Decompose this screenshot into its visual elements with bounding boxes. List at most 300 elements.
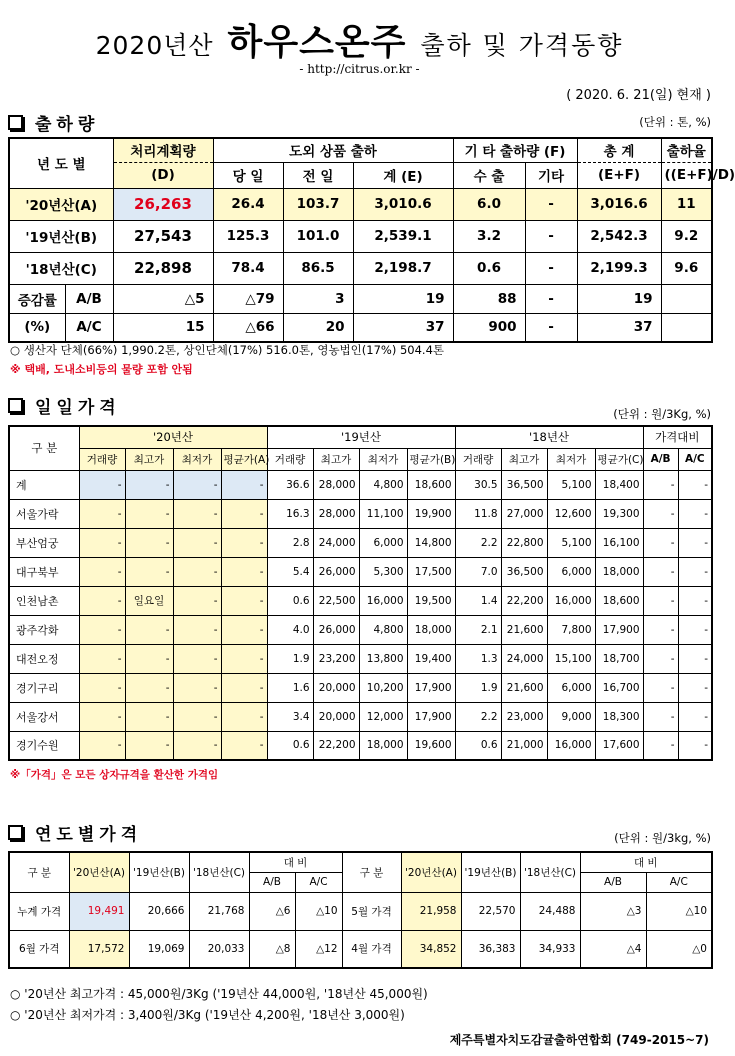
vol-b-value: 0.6 — [267, 586, 313, 615]
vol-c-value: 2.1 — [455, 615, 501, 644]
vol-c-value: 1.4 — [455, 586, 501, 615]
ab-value: - — [643, 702, 678, 731]
ab-value: - — [643, 644, 678, 673]
plan-value: △5 — [113, 284, 213, 313]
vol-c-value: 1.3 — [455, 644, 501, 673]
header-vol: 거래량 — [79, 448, 125, 470]
row-label: '18년산(C) — [9, 252, 113, 284]
etc-value: - — [525, 220, 577, 252]
row-label: 6월 가격 — [9, 930, 69, 968]
prev-value: 86.5 — [283, 252, 353, 284]
ab-value: - — [643, 586, 678, 615]
min-c-value: 9,000 — [547, 702, 595, 731]
header-total-e: 계 (E) — [353, 162, 453, 188]
max-b-value: 28,000 — [313, 470, 359, 499]
sum-value: 2,199.3 — [577, 252, 661, 284]
max-c-value: 21,600 — [501, 673, 547, 702]
delivery-note: ※ 택배, 도내소비등의 물량 포함 안됨 — [10, 363, 193, 376]
min-a-value: - — [173, 499, 221, 528]
title-main: 하우스온주 — [227, 22, 407, 63]
prev-value: 101.0 — [283, 220, 353, 252]
market-name: 경기구리 — [9, 673, 79, 702]
vol-a-value: - — [79, 586, 125, 615]
today-value: △66 — [213, 313, 283, 342]
ab-value: - — [643, 528, 678, 557]
min-c-value: 12,600 — [547, 499, 595, 528]
today-value: 26.4 — [213, 188, 283, 220]
avg-a-value: - — [221, 557, 267, 586]
ac-value: △0 — [646, 930, 712, 968]
max-c-value: 24,000 — [501, 644, 547, 673]
min-b-value: 11,100 — [359, 499, 407, 528]
min-c-value: 16,000 — [547, 731, 595, 760]
ac-value: - — [678, 586, 712, 615]
avg-a-value: - — [221, 731, 267, 760]
header-plan-sub: (D) — [113, 162, 213, 188]
min-c-value: 16,000 — [547, 586, 595, 615]
today-value: 125.3 — [213, 220, 283, 252]
vol-b-value: 1.9 — [267, 644, 313, 673]
avg-c-value: 17,900 — [595, 615, 643, 644]
title-suffix: 출하 및 가격동향 — [420, 31, 624, 60]
market-name: 서울강서 — [9, 702, 79, 731]
plan-value: 27,543 — [113, 220, 213, 252]
table-row — [9, 731, 712, 760]
vol-a-value: - — [79, 499, 125, 528]
change-unit: (%) — [9, 313, 65, 342]
export-value: 900 — [453, 313, 525, 342]
header-vol: 거래량 — [455, 448, 501, 470]
avg-c-value: 18,000 — [595, 557, 643, 586]
prev-value: 20 — [283, 313, 353, 342]
title-prefix: 2020년산 — [95, 31, 214, 60]
producer-note: ○ 생산자 단체(66%) 1,990.2톤, 상인단체(17%) 516.0톤, 영농법인(17%) 504.4톤 — [10, 343, 445, 357]
vol-a-value: - — [79, 673, 125, 702]
table-row — [9, 644, 712, 673]
min-b-value: 5,300 — [359, 557, 407, 586]
min-b-value: 4,800 — [359, 615, 407, 644]
site-url[interactable]: - http://citrus.or.kr - — [299, 62, 420, 76]
total-value: 19 — [353, 284, 453, 313]
header-export: 수 출 — [453, 162, 525, 188]
header-min: 최저가 — [359, 448, 407, 470]
max-a-value: - — [125, 528, 173, 557]
header-year: 년 도 별 — [9, 138, 113, 188]
min-a-value: - — [173, 528, 221, 557]
ab-value: △6 — [249, 892, 295, 930]
avg-a-value: - — [221, 528, 267, 557]
min-b-value: 10,200 — [359, 673, 407, 702]
header-ac: A/C — [295, 872, 342, 892]
shipment-unit: (단위 : 톤, %) — [639, 115, 711, 129]
max-b-value: 26,000 — [313, 557, 359, 586]
min-c-value: 5,100 — [547, 528, 595, 557]
shipment-section-title: 출하량 — [35, 115, 100, 135]
market-name: 경기수원 — [9, 731, 79, 760]
header-plan: 처리계획량 — [113, 138, 213, 162]
market-name: 광주각화 — [9, 615, 79, 644]
header-ab: A/B — [580, 872, 646, 892]
max-c-value: 23,000 — [501, 702, 547, 731]
max-c-value: 22,800 — [501, 528, 547, 557]
sum-value: 2,542.3 — [577, 220, 661, 252]
change-label: 증감률 — [9, 284, 65, 313]
etc-value: - — [525, 252, 577, 284]
row-label: '20년산(A) — [9, 188, 113, 220]
total-value: 2,198.7 — [353, 252, 453, 284]
daily-rows — [9, 470, 712, 760]
vol-a-value: - — [79, 470, 125, 499]
avg-a-value: - — [221, 644, 267, 673]
max-c-value: 22,200 — [501, 586, 547, 615]
header-ratio-sub: ((E+F)/D) — [661, 162, 712, 188]
ac-value: △12 — [295, 930, 342, 968]
header-ab: A/B — [249, 872, 295, 892]
header-y20: '20년산 — [79, 426, 267, 448]
vol-c-value: 0.6 — [455, 731, 501, 760]
ab-value: △4 — [580, 930, 646, 968]
shipment-table — [8, 137, 735, 343]
header-vol: 거래량 — [267, 448, 313, 470]
max-b-value: 24,000 — [313, 528, 359, 557]
max-a-value: - — [125, 499, 173, 528]
ac-value: - — [678, 499, 712, 528]
a-value: 21,958 — [401, 892, 461, 930]
ac-value: - — [678, 731, 712, 760]
a-value: 34,852 — [401, 930, 461, 968]
avg-c-value: 19,300 — [595, 499, 643, 528]
vol-b-value: 5.4 — [267, 557, 313, 586]
b-value: 19,069 — [129, 930, 189, 968]
ab-value: - — [643, 557, 678, 586]
vol-b-value: 0.6 — [267, 731, 313, 760]
avg-b-value: 18,600 — [407, 470, 455, 499]
header-b: '19년산(B) — [461, 852, 520, 892]
header-y19: '19년산 — [267, 426, 455, 448]
max-c-value: 21,600 — [501, 615, 547, 644]
empty-cell — [661, 284, 712, 313]
ab-value: △8 — [249, 930, 295, 968]
header-max: 최고가 — [313, 448, 359, 470]
export-value: 0.6 — [453, 252, 525, 284]
vol-b-value: 1.6 — [267, 673, 313, 702]
header-sum: 총 계 — [577, 138, 661, 162]
vol-c-value: 2.2 — [455, 702, 501, 731]
table-row — [9, 557, 712, 586]
avg-c-value: 17,600 — [595, 731, 643, 760]
header-domestic: 도외 상품 출하 — [213, 138, 453, 162]
max-b-value: 20,000 — [313, 702, 359, 731]
total-value: 37 — [353, 313, 453, 342]
min-a-value: - — [173, 586, 221, 615]
market-name: 서울가락 — [9, 499, 79, 528]
ac-value: - — [678, 673, 712, 702]
header-div: 구 분 — [342, 852, 401, 892]
avg-b-value: 19,400 — [407, 644, 455, 673]
ab-value: △3 — [580, 892, 646, 930]
today-value: 78.4 — [213, 252, 283, 284]
header-ac: A/C — [646, 872, 712, 892]
table-row — [9, 252, 712, 284]
header-y18: '18년산 — [455, 426, 643, 448]
ac-value: - — [678, 557, 712, 586]
row-label: A/C — [65, 313, 113, 342]
vol-a-value: - — [79, 731, 125, 760]
header-min: 최저가 — [547, 448, 595, 470]
market-name: 대구북부 — [9, 557, 79, 586]
header-a: '20년산(A) — [69, 852, 129, 892]
vol-a-value: - — [79, 557, 125, 586]
total-value: 2,539.1 — [353, 220, 453, 252]
sum-value: 3,016.6 — [577, 188, 661, 220]
organization-name: 제주특별자치도감귤출하연합회 (749-2015~7) — [449, 1033, 709, 1047]
max-b-value: 23,200 — [313, 644, 359, 673]
ab-value: - — [643, 470, 678, 499]
max-a-value: 일요일 — [125, 586, 173, 615]
min-c-value: 7,800 — [547, 615, 595, 644]
max-c-value: 36,500 — [501, 557, 547, 586]
min-b-value: 12,000 — [359, 702, 407, 731]
max-c-value: 36,500 — [501, 470, 547, 499]
header-a: '20년산(A) — [401, 852, 461, 892]
vol-c-value: 11.8 — [455, 499, 501, 528]
market-name: 대전오정 — [9, 644, 79, 673]
avg-b-value: 17,900 — [407, 673, 455, 702]
max-a-value: - — [125, 470, 173, 499]
plan-value: 22,898 — [113, 252, 213, 284]
ac-value: - — [678, 615, 712, 644]
row-label: A/B — [65, 284, 113, 313]
table-row — [9, 615, 712, 644]
header-max: 최고가 — [125, 448, 173, 470]
ratio-value: 11 — [661, 188, 712, 220]
b-value: 22,570 — [461, 892, 520, 930]
yearly-section-title: 연도별가격 — [35, 825, 143, 845]
b-value: 36,383 — [461, 930, 520, 968]
vol-a-value: - — [79, 615, 125, 644]
max-a-value: - — [125, 615, 173, 644]
vol-c-value: 30.5 — [455, 470, 501, 499]
avg-c-value: 16,100 — [595, 528, 643, 557]
header-avg-b: 평균가(B) — [407, 448, 455, 470]
table-row — [9, 188, 712, 220]
table-row — [9, 284, 712, 313]
min-c-value: 6,000 — [547, 557, 595, 586]
sum-value: 19 — [577, 284, 661, 313]
header-c: '18년산(C) — [189, 852, 249, 892]
market-name: 계 — [9, 470, 79, 499]
table-row — [9, 528, 712, 557]
header-sum-sub: (E+F) — [577, 162, 661, 188]
avg-b-value: 18,000 — [407, 615, 455, 644]
max-a-value: - — [125, 644, 173, 673]
yearly-price-table — [8, 851, 713, 969]
header-avg-a: 평균가(A) — [221, 448, 267, 470]
vol-a-value: - — [79, 644, 125, 673]
max-c-value: 27,000 — [501, 499, 547, 528]
header-div: 구 분 — [9, 852, 69, 892]
avg-b-value: 17,500 — [407, 557, 455, 586]
today-value: △79 — [213, 284, 283, 313]
sum-value: 37 — [577, 313, 661, 342]
vol-a-value: - — [79, 528, 125, 557]
max-a-value: - — [125, 731, 173, 760]
avg-c-value: 18,300 — [595, 702, 643, 731]
empty-cell — [661, 313, 712, 342]
min-a-value: - — [173, 673, 221, 702]
ab-value: - — [643, 615, 678, 644]
avg-a-value: - — [221, 499, 267, 528]
min-a-value: - — [173, 644, 221, 673]
header-c: '18년산(C) — [520, 852, 580, 892]
header-ab: A/B — [643, 448, 678, 470]
max-b-value: 22,500 — [313, 586, 359, 615]
ac-value: - — [678, 470, 712, 499]
daily-unit: (단위 : 원/3Kg, %) — [613, 407, 711, 421]
plan-value: 26,263 — [113, 188, 213, 220]
export-value: 88 — [453, 284, 525, 313]
header-cmp: 대 비 — [580, 852, 712, 872]
export-value: 6.0 — [453, 188, 525, 220]
max-b-value: 28,000 — [313, 499, 359, 528]
table-row — [9, 313, 712, 342]
plan-value: 15 — [113, 313, 213, 342]
ac-value: - — [678, 702, 712, 731]
avg-a-value: - — [221, 470, 267, 499]
min-a-value: - — [173, 731, 221, 760]
vol-b-value: 16.3 — [267, 499, 313, 528]
avg-b-value: 14,800 — [407, 528, 455, 557]
avg-b-value: 19,900 — [407, 499, 455, 528]
header-prev: 전 일 — [283, 162, 353, 188]
ac-value: - — [678, 528, 712, 557]
avg-b-value: 19,600 — [407, 731, 455, 760]
table-row — [9, 220, 712, 252]
table-row — [9, 892, 712, 930]
avg-c-value: 18,700 — [595, 644, 643, 673]
a-value: 17,572 — [69, 930, 129, 968]
row-label: 5월 가격 — [342, 892, 401, 930]
c-value: 24,488 — [520, 892, 580, 930]
daily-price-table — [8, 425, 713, 761]
table-row — [9, 702, 712, 731]
min-price-note: ○ '20년산 최저가격 : 3,400원/3Kg ('19년산 4,200원, '18년산 3,000원) — [10, 1008, 405, 1022]
header-today: 당 일 — [213, 162, 283, 188]
avg-b-value: 19,500 — [407, 586, 455, 615]
header-cmp: 가격대비 — [643, 426, 712, 448]
ratio-value: 9.6 — [661, 252, 712, 284]
etc-value: - — [525, 284, 577, 313]
row-label: 4월 가격 — [342, 930, 401, 968]
vol-c-value: 1.9 — [455, 673, 501, 702]
min-b-value: 16,000 — [359, 586, 407, 615]
min-b-value: 13,800 — [359, 644, 407, 673]
yearly-section-header — [8, 820, 142, 845]
min-a-value: - — [173, 615, 221, 644]
vol-c-value: 2.2 — [455, 528, 501, 557]
etc-value: - — [525, 188, 577, 220]
header-cmp: 대 비 — [249, 852, 342, 872]
avg-a-value: - — [221, 702, 267, 731]
price-note: ※「가격」은 모든 상자규격을 환산한 가격임 — [10, 769, 219, 781]
avg-a-value: - — [221, 615, 267, 644]
vol-b-value: 4.0 — [267, 615, 313, 644]
export-value: 3.2 — [453, 220, 525, 252]
row-label: 누계 가격 — [9, 892, 69, 930]
max-price-note: ○ '20년산 최고가격 : 45,000원/3Kg ('19년산 44,000원, '18년산 45,000원) — [10, 987, 428, 1001]
ac-value: △10 — [295, 892, 342, 930]
market-name: 부산엄궁 — [9, 528, 79, 557]
a-value: 19,491 — [69, 892, 129, 930]
row-label: '19년산(B) — [9, 220, 113, 252]
min-a-value: - — [173, 557, 221, 586]
vol-b-value: 3.4 — [267, 702, 313, 731]
b-value: 20,666 — [129, 892, 189, 930]
min-b-value: 4,800 — [359, 470, 407, 499]
prev-value: 103.7 — [283, 188, 353, 220]
min-c-value: 15,100 — [547, 644, 595, 673]
vol-b-value: 36.6 — [267, 470, 313, 499]
avg-a-value: - — [221, 586, 267, 615]
max-b-value: 20,000 — [313, 673, 359, 702]
header-ratio: 출하율 — [661, 138, 712, 162]
header-b: '19년산(B) — [129, 852, 189, 892]
min-a-value: - — [173, 470, 221, 499]
table-row — [9, 930, 712, 968]
min-b-value: 18,000 — [359, 731, 407, 760]
max-b-value: 22,200 — [313, 731, 359, 760]
min-b-value: 6,000 — [359, 528, 407, 557]
page-title — [0, 14, 719, 65]
ac-value: △10 — [646, 892, 712, 930]
daily-section-header — [8, 393, 121, 418]
checkbox-square-icon — [8, 115, 23, 130]
min-c-value: 5,100 — [547, 470, 595, 499]
daily-section-title: 일일가격 — [35, 398, 121, 418]
ab-value: - — [643, 731, 678, 760]
checkbox-square-icon — [8, 825, 23, 840]
table-row — [9, 586, 712, 615]
prev-value: 3 — [283, 284, 353, 313]
total-value: 3,010.6 — [353, 188, 453, 220]
header-div: 구 분 — [9, 426, 79, 470]
max-b-value: 26,000 — [313, 615, 359, 644]
table-row — [9, 499, 712, 528]
max-c-value: 21,000 — [501, 731, 547, 760]
ac-value: - — [678, 644, 712, 673]
vol-b-value: 2.8 — [267, 528, 313, 557]
header-avg-c: 평균가(C) — [595, 448, 643, 470]
avg-c-value: 16,700 — [595, 673, 643, 702]
shipment-section-header — [8, 110, 99, 135]
ab-value: - — [643, 499, 678, 528]
header-min: 최저가 — [173, 448, 221, 470]
vol-c-value: 7.0 — [455, 557, 501, 586]
avg-b-value: 17,900 — [407, 702, 455, 731]
min-c-value: 6,000 — [547, 673, 595, 702]
ratio-value: 9.2 — [661, 220, 712, 252]
avg-c-value: 18,600 — [595, 586, 643, 615]
max-a-value: - — [125, 557, 173, 586]
header-ac: A/C — [678, 448, 712, 470]
header-other: 기 타 출하량 (F) — [453, 138, 577, 162]
max-a-value: - — [125, 702, 173, 731]
min-a-value: - — [173, 702, 221, 731]
avg-c-value: 18,400 — [595, 470, 643, 499]
c-value: 34,933 — [520, 930, 580, 968]
max-a-value: - — [125, 673, 173, 702]
ab-value: - — [643, 673, 678, 702]
